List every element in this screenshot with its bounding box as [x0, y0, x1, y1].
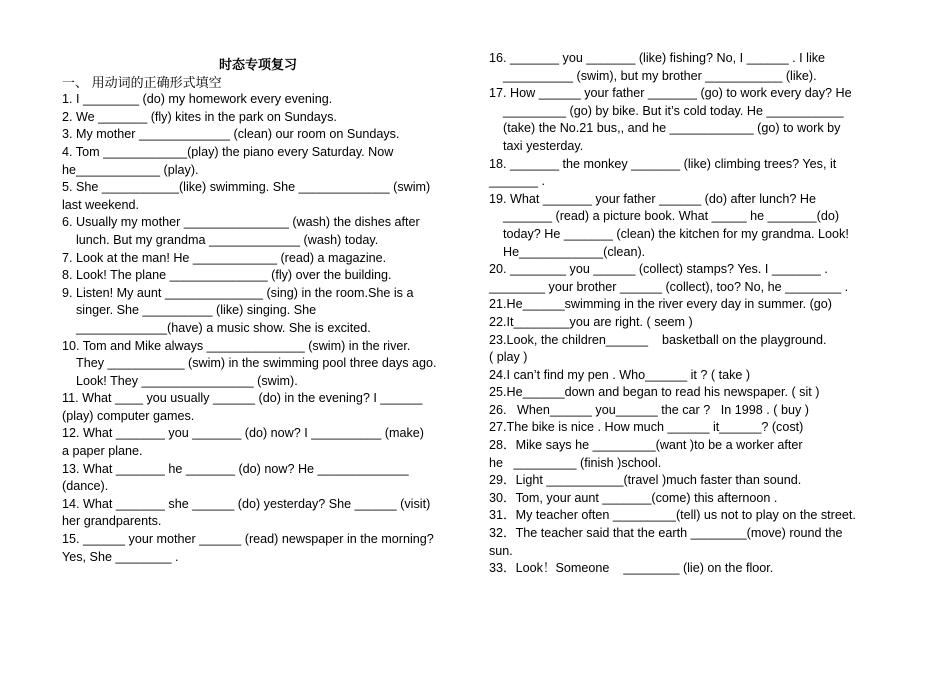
exercise-line: 30．Tom, your aunt _______(come) this afternoon . [489, 490, 778, 505]
exercise-line: ________ your brother ______ (collect), too? No, he ________ . [489, 279, 849, 294]
exercise-line: 22.It________you are right. ( seem ) [489, 314, 693, 329]
exercise-line: 2. We _______ (fly) kites in the park on Sundays. [62, 109, 337, 124]
exercise-line: ( play ) [489, 350, 528, 365]
exercise-line: 3. My mother _____________ (clean) our room on Sundays. [62, 127, 400, 142]
exercise-line: 32．The teacher said that the earth ________(move) round the [489, 526, 843, 541]
exercise-line: sun. [489, 543, 513, 558]
exercise-line: 20. ________ you ______ (collect) stamps? Yes. I _______ . [489, 262, 828, 277]
exercise-line: (take) the No.21 bus,, and he ____________ (go) to work by [503, 121, 841, 136]
exercise-line: 29．Light ___________(travel )much faster than sound. [489, 473, 802, 488]
exercise-line: _____________(have) a music show. She is excited. [76, 320, 371, 335]
exercise-line: (dance). [62, 479, 109, 494]
exercise-line: Yes, She ________ . [62, 549, 179, 564]
exercise-line: 11. What ____ you usually ______ (do) in the evening? I ______ [62, 391, 423, 406]
exercise-line: 16. _______ you _______ (like) fishing? No, I ______ . I like [489, 51, 826, 65]
exercise-line: 25.He______down and began to read his newspaper. ( sit ) [489, 385, 820, 400]
exercise-line: a paper plane. [62, 444, 143, 459]
exercise-line: he____________ (play). [62, 162, 199, 177]
exercise-line: 9. Listen! My aunt ______________ (sing) in the room.She is a [62, 285, 414, 300]
exercise-line: Look! They ________________ (swim). [76, 373, 298, 388]
exercise-line: __________ (swim), but my brother ___________ (like). [503, 68, 817, 83]
exercise-line: 10. Tom and Mike always ______________ (swim) in the river. [62, 338, 411, 353]
exercise-line: 28．Mike says he _________(want )to be a worker after [489, 438, 803, 453]
exercise-line: 27.The bike is nice . How much ______ it______? (cost) [489, 420, 804, 435]
section-heading: 一、 用动词的正确形式填空 [62, 74, 222, 90]
right-exercise-list [489, 50, 891, 578]
exercise-line: 1. I ________ (do) my homework every evening. [62, 92, 333, 107]
right-column [489, 50, 891, 578]
exercise-line: 17. How ______ your father _______ (go) to work every day? He [489, 86, 852, 101]
exercise-line: 4. Tom ____________(play) the piano every Saturday. Now [62, 144, 394, 159]
exercise-line: 14. What _______ she ______ (do) yesterday? She ______ (visit) [62, 496, 431, 511]
exercise-line: (play) computer games. [62, 408, 195, 423]
exercise-line: 26. When______ you______ the car ? In 1998 . ( buy ) [489, 402, 809, 417]
exercise-line: taxi yesterday. [503, 138, 584, 153]
exercise-line: 31．My teacher often _________(tell) us not to play on the street. [489, 508, 856, 523]
exercise-line: her grandparents. [62, 514, 162, 529]
exercise-line: _______ . [489, 174, 546, 189]
exercise-line: He____________(clean). [503, 244, 646, 259]
exercise-line: he _________ (finish )school. [489, 455, 662, 470]
exercise-line: 15. ______ your mother ______ (read) newspaper in the morning? [62, 532, 434, 547]
left-exercise-list [62, 91, 470, 566]
exercise-line: 8. Look! The plane ______________ (fly) over the building. [62, 268, 392, 283]
left-column [62, 50, 470, 566]
exercise-line: last weekend. [62, 197, 140, 212]
exercise-line: 13. What _______ he _______ (do) now? He _____________ [62, 461, 409, 476]
exercise-line: _________ (go) by bike. But it’s cold today. He ___________ [503, 103, 844, 118]
exercise-line: 7. Look at the man! He ____________ (read) a magazine. [62, 250, 387, 265]
exercise-line: 6. Usually my mother _______________ (wash) the dishes after [62, 215, 420, 230]
exercise-line: 19. What _______ your father ______ (do) after lunch? He [489, 191, 816, 206]
exercise-line: 5. She ___________(like) swimming. She _____________ (swim) [62, 180, 431, 195]
exercise-line: lunch. But my grandma _____________ (wash) today. [76, 232, 379, 247]
exercise-line: 33．Look！Someone ________ (lie) on the floor. [489, 561, 774, 576]
exercise-line: 23.Look, the children______ basketball on the playground. [489, 332, 827, 347]
exercise-line: today? He _______ (clean) the kitchen for my grandma. Look! [503, 226, 849, 241]
exercise-line: 24.I can’t find my pen . Who______ it ? ( take ) [489, 367, 751, 382]
exercise-line: 12. What _______ you _______ (do) now? I __________ (make) [62, 426, 424, 441]
exercise-line: _______ (read) a picture book. What _____ he _______(do) [503, 209, 840, 224]
exercise-line: 18. _______ the monkey _______ (like) climbing trees? Yes, it [489, 156, 837, 171]
page-title: 时态专项复习 [218, 57, 297, 72]
exercise-line: They ___________ (swim) in the swimming pool three days ago. [76, 356, 437, 371]
exercise-line: singer. She __________ (like) singing. She [76, 303, 317, 318]
exercise-line: 21.He______swimming in the river every day in summer. (go) [489, 297, 832, 312]
